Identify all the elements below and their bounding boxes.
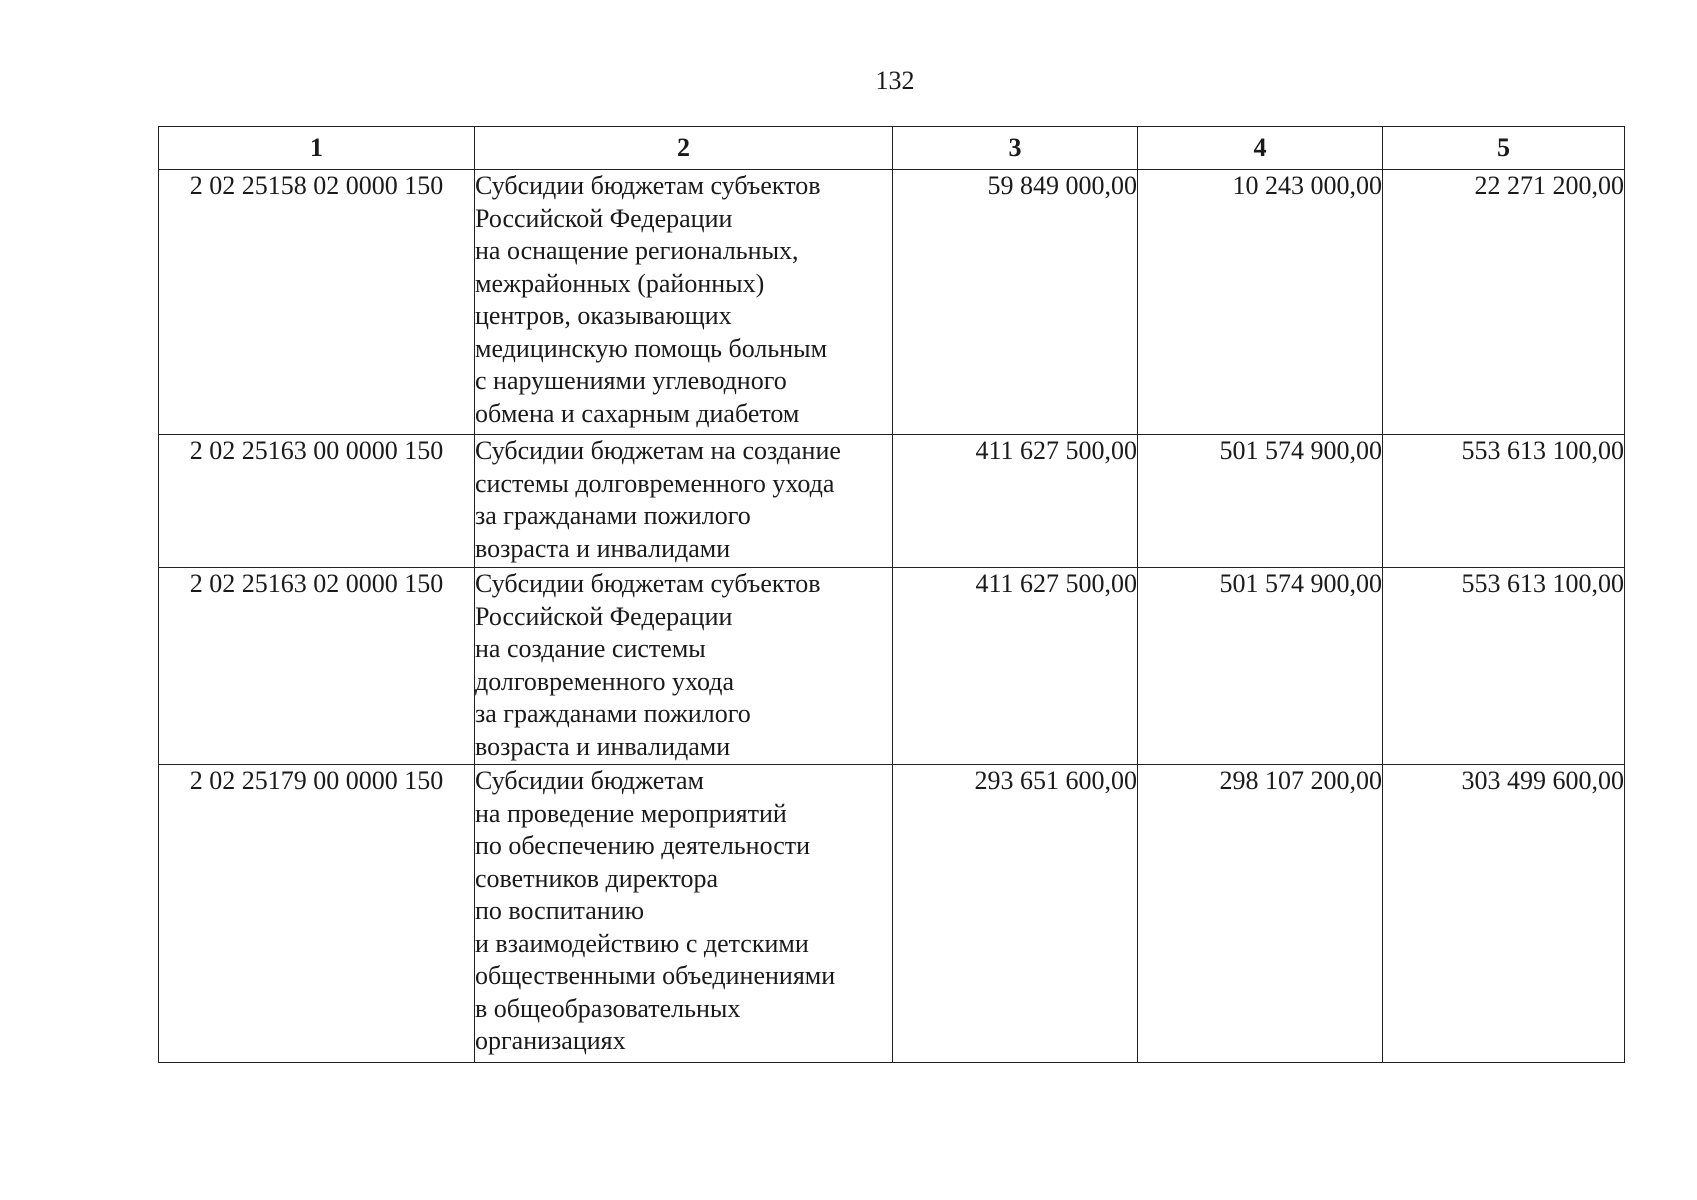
description-line: межрайонных (районных) [475, 268, 765, 298]
description-line: долговременного ухода [475, 666, 735, 696]
budget-code: 2 02 25158 02 0000 150 [159, 170, 475, 435]
description-line: возраста и инвалидами [475, 731, 731, 761]
amount-col3: 293 651 600,00 [893, 765, 1138, 1063]
column-header-5: 5 [1383, 127, 1625, 170]
amount-col4: 298 107 200,00 [1138, 765, 1383, 1063]
description-line: по воспитанию [475, 896, 644, 925]
amount-col4: 501 574 900,00 [1138, 568, 1383, 765]
table-row [159, 568, 1625, 765]
budget-code: 2 02 25163 00 0000 150 [159, 435, 475, 568]
description-line: на проведение мероприятий [475, 798, 787, 828]
description-line: центров, оказывающих [475, 301, 732, 330]
amount-col3: 411 627 500,00 [893, 568, 1138, 765]
description-line: Российской Федерации [475, 203, 733, 233]
table-row [159, 765, 1625, 1063]
description-line: советников директора [475, 863, 719, 893]
description-line: системы долговременного ухода [475, 468, 835, 498]
description-line: организациях [475, 1026, 626, 1055]
description-line: в общеобразовательных [475, 993, 741, 1023]
amount-col4: 10 243 000,00 [1138, 170, 1383, 435]
description-line: с нарушениями углеводного [475, 366, 787, 395]
description-cell [475, 765, 893, 1063]
description-line: Субсидии бюджетам [475, 766, 704, 795]
description-cell [475, 435, 893, 568]
amount-col5: 553 613 100,00 [1383, 435, 1625, 568]
description-line: обмена и сахарным диабетом [475, 398, 800, 428]
description-line: общественными объединениями [475, 961, 836, 990]
amount-col3: 411 627 500,00 [893, 435, 1138, 568]
description-cell [475, 568, 893, 765]
description-line: за гражданами пожилого [475, 501, 751, 530]
amount-col5: 22 271 200,00 [1383, 170, 1625, 435]
column-header-4: 4 [1138, 127, 1383, 170]
description-line: медицинскую помощь больным [475, 333, 828, 363]
column-header-1: 1 [159, 127, 475, 170]
amount-col5: 553 613 100,00 [1383, 568, 1625, 765]
description-line: Субсидии бюджетам субъектов [475, 569, 821, 598]
description-line: Субсидии бюджетам на создание [475, 436, 841, 465]
amount-col3: 59 849 000,00 [893, 170, 1138, 435]
description-line: и взаимодействию с детскими [475, 928, 809, 958]
amount-col5: 303 499 600,00 [1383, 765, 1625, 1063]
header-row [159, 127, 1625, 170]
column-header-3: 3 [893, 127, 1138, 170]
description-line: по обеспечению деятельности [475, 831, 811, 860]
column-header-2: 2 [475, 127, 893, 170]
description-line: на оснащение региональных, [475, 236, 799, 265]
budget-code: 2 02 25179 00 0000 150 [159, 765, 475, 1063]
description-cell [475, 170, 893, 435]
description-line: на создание системы [475, 634, 706, 663]
description-line: за гражданами пожилого [475, 699, 751, 728]
table-row [159, 435, 1625, 568]
description-line: Субсидии бюджетам субъектов [475, 171, 821, 200]
table-row [159, 170, 1625, 435]
budget-code: 2 02 25163 02 0000 150 [159, 568, 475, 765]
budget-table [158, 126, 1625, 1063]
page-number: 132 [875, 66, 915, 95]
description-line: возраста и инвалидами [475, 533, 731, 563]
description-line: Российской Федерации [475, 601, 733, 631]
amount-col4: 501 574 900,00 [1138, 435, 1383, 568]
